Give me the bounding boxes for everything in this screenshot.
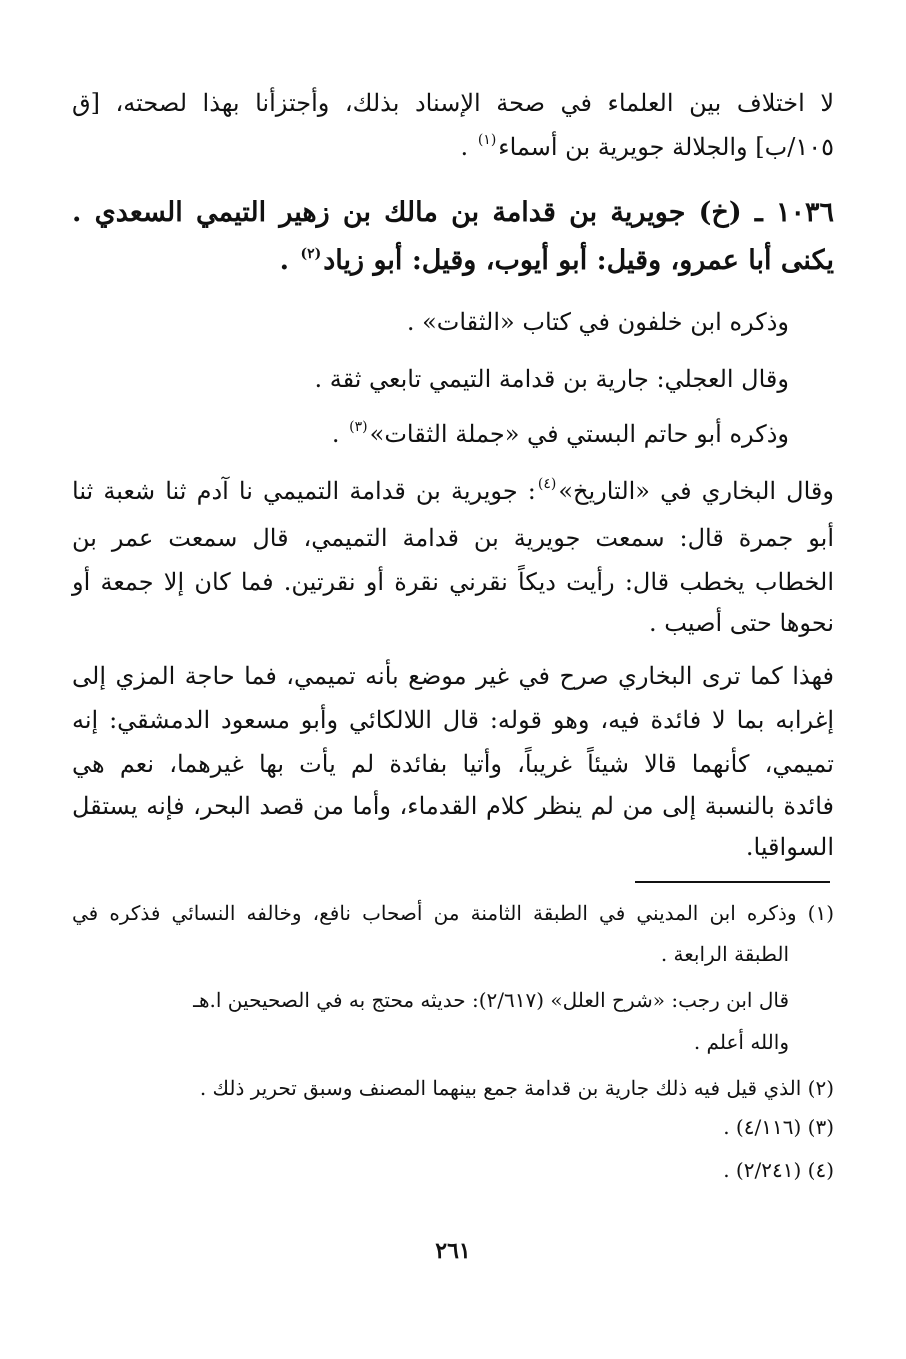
text: الخطاب يخطب قال: رأيت ديكاً نقرني نقرة أو نقرتين. فما كان إلا جمعة أو <box>72 568 834 596</box>
text: والله أعلم . <box>693 1030 789 1054</box>
text: وقال البخاري في «التاريخ» <box>558 477 834 505</box>
text: . <box>460 133 469 161</box>
text: : جويرية بن قدامة التميمي نا آدم ثنا شعبة ثنا <box>72 477 536 505</box>
paragraph-line <box>72 827 834 867</box>
text: (٣) (٤/١١٦) . <box>723 1115 834 1139</box>
footnote-4 <box>72 1153 834 1187</box>
footnote-1 <box>72 896 834 930</box>
paragraph-line <box>72 656 834 696</box>
text: وذكره ابن خلفون في كتاب «الثقات» . <box>406 308 789 336</box>
text: قال ابن رجب: «شرح العلل» (٢/٦١٧): حديثه محتج به في الصحيحين ا.هـ <box>193 988 789 1012</box>
text: ١٠٥/ب] والجلالة جويرية بن أسماء <box>498 133 834 161</box>
text: تميمي، كأنهما قالا شيئاً غريباً، وأتيا بفائدة لم يأت بها غيرهما، نعم هي <box>72 750 834 778</box>
text: (٤) (٢/٢٤١) . <box>723 1158 834 1182</box>
text: (٢) الذي قيل فيه ذلك جارية بن قدامة جمع بينهما المصنف وسبق تحرير ذلك . <box>199 1076 834 1100</box>
paragraph-line <box>72 302 789 342</box>
footnote-marker: (٢) <box>300 246 322 262</box>
text: (١) وذكره ابن المديني في الطبقة الثامنة من أصحاب نافع، وخالفه النسائي فذكره في <box>72 901 834 925</box>
paragraph-line <box>72 471 834 515</box>
footnote-marker: (١) <box>477 132 497 148</box>
paragraph-line <box>72 359 789 399</box>
footnote-divider <box>635 881 830 883</box>
text: . <box>279 245 290 276</box>
entry-title: ١٠٣٦ ـ (خ) جويرية بن قدامة بن مالك بن زهير التيمي السعدي . <box>72 197 834 228</box>
paragraph-line <box>72 414 789 458</box>
paragraph-line <box>72 83 834 123</box>
paragraph-line <box>72 786 834 826</box>
paragraph-line <box>72 518 834 558</box>
text: أبو جمرة قال: سمعت جويرية بن قدامة التميمي، قال سمعت عمر بن <box>72 524 834 552</box>
paragraph-line <box>72 700 834 740</box>
text: فائدة بالنسبة إلى من لم ينظر كلام القدماء، وأما من قصد البحر، فإنه يستقل <box>72 792 834 820</box>
text: فهذا كما ترى البخاري صرح في غير موضع بأنه تميمي، فما حاجة المزي إلى <box>72 662 834 690</box>
text: . <box>331 420 340 448</box>
paragraph-line <box>72 603 834 643</box>
text: يكنى أبا عمرو، وقيل: أبو أيوب، وقيل: أبو زياد <box>323 245 834 276</box>
footnote-marker: (٤) <box>537 476 557 492</box>
text: السواقيا. <box>745 833 834 861</box>
text: الطبقة الرابعة . <box>660 942 789 966</box>
entry-heading-line2 <box>72 241 834 285</box>
text: إغرابه بما لا فائدة فيه، وهو قوله: قال اللالكائي وأبو مسعود الدمشقي: إنه <box>72 706 834 734</box>
paragraph-line <box>72 562 834 602</box>
footnote-marker: (٣) <box>349 419 368 435</box>
text: وقال العجلي: جارية بن قدامة التيمي تابعي ثقة . <box>314 365 789 393</box>
entry-heading <box>72 193 834 233</box>
footnote-1-cont <box>72 1025 789 1059</box>
text: وذكره أبو حاتم البستي في «جملة الثقات» <box>369 420 789 448</box>
text: نحوها حتى أصيب . <box>649 609 834 637</box>
paragraph-line <box>72 744 834 784</box>
page-number: ٢٦١ <box>435 1238 471 1264</box>
footnote-3 <box>72 1110 834 1144</box>
paragraph-line <box>72 127 834 171</box>
footnote-2 <box>72 1071 834 1105</box>
text: لا اختلاف بين العلماء في صحة الإسناد بذلك، وأجتزأنا بهذا لصحته، [ق <box>72 89 834 117</box>
footnote-1-cont <box>72 937 789 971</box>
footnote-1-cont <box>72 983 789 1017</box>
